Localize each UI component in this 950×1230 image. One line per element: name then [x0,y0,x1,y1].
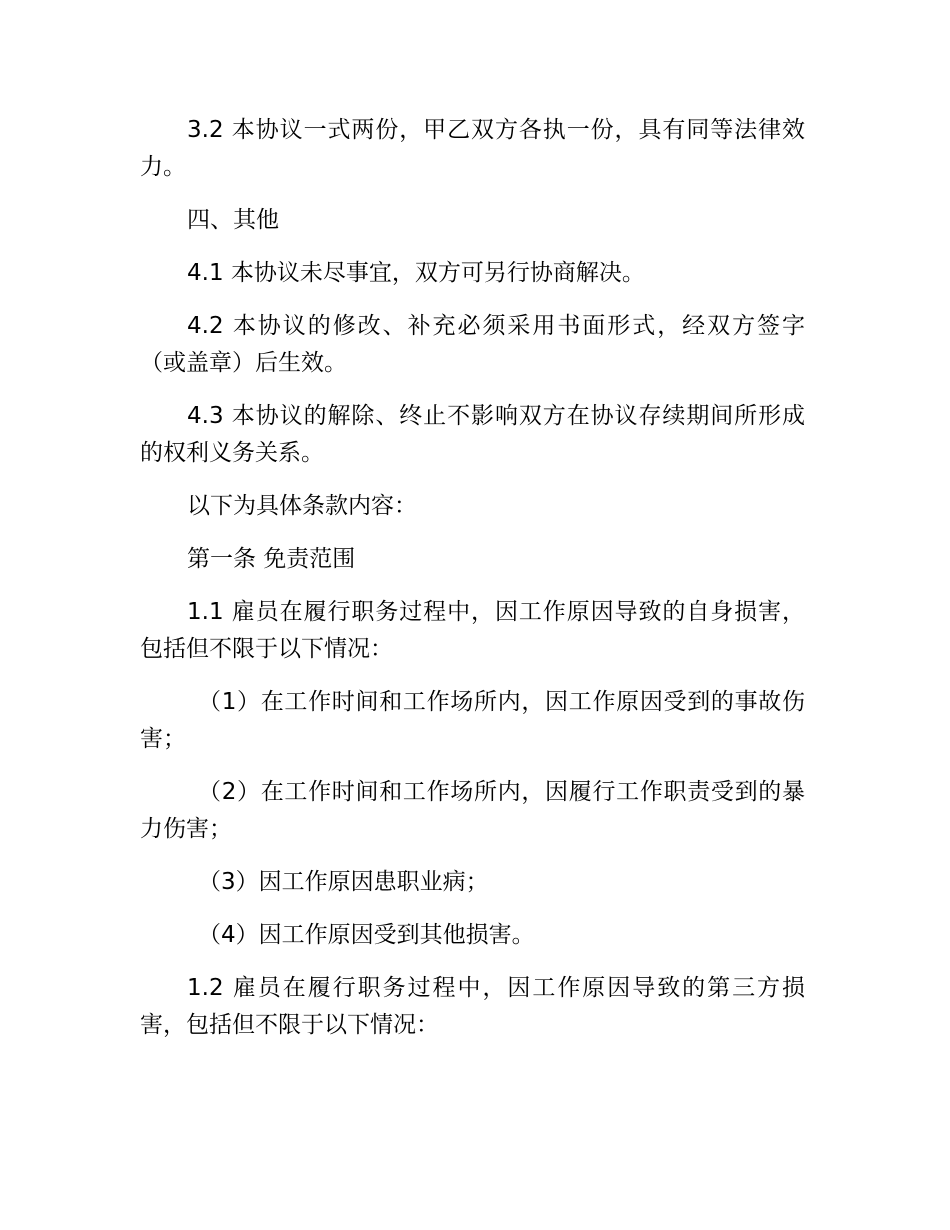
clause-1-1: 1.1 雇员在履行职务过程中，因工作原因导致的自身损害，包括但不限于以下情况： [140,599,805,662]
list-item-1: （1）在工作时间和工作场所内，因工作原因受到的事故伤害； [140,689,805,752]
clause-3-2: 3.2 本协议一式两份，甲乙双方各执一份，具有同等法律效力。 [140,117,805,180]
article-1-heading: 第一条 免责范围 [187,546,356,572]
list-item-3: （3）因工作原因患职业病； [198,869,489,895]
clause-4-2: 4.2 本协议的修改、补充必须采用书面形式，经双方签字（或盖章）后生效。 [140,313,805,376]
document-body [140,112,805,1060]
intro-specific-terms: 以下为具体条款内容： [187,493,417,519]
list-item-2: （2）在工作时间和工作场所内，因履行工作职责受到的暴力伤害； [140,779,805,842]
clause-4-3: 4.3 本协议的解除、终止不影响双方在协议存续期间所形成的权利义务关系。 [140,403,805,466]
clause-1-2: 1.2 雇员在履行职务过程中，因工作原因导致的第三方损害，包括但不限于以下情况： [140,975,805,1038]
list-item-4: （4）因工作原因受到其他损害。 [198,922,535,948]
section-heading-other: 四、其他 [187,207,279,233]
clause-4-1: 4.1 本协议未尽事宜，双方可另行协商解决。 [187,260,645,286]
